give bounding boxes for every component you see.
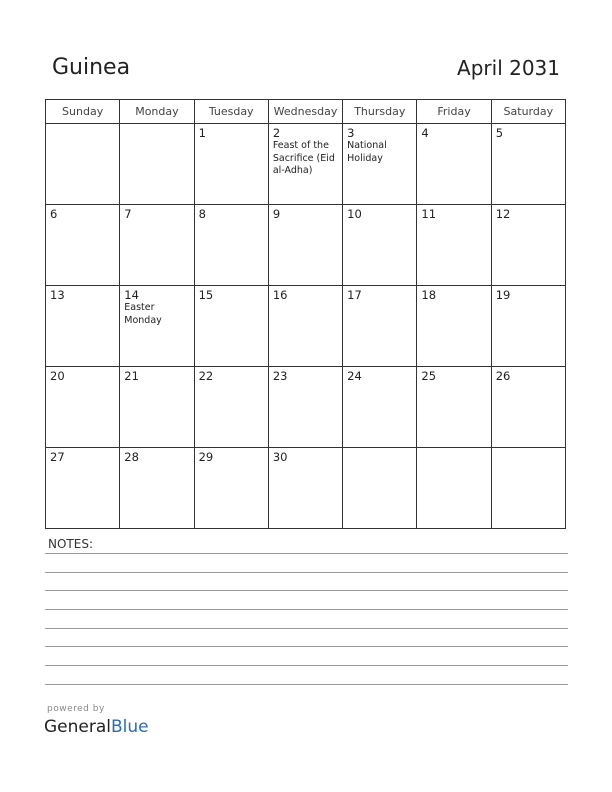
weekday-header: Tuesday (194, 100, 268, 124)
calendar-day-cell (343, 205, 417, 286)
day-number: 11 (421, 207, 437, 221)
generalblue-logo[interactable] (44, 717, 149, 737)
note-line (45, 628, 568, 629)
calendar-day-cell (120, 286, 194, 367)
note-line (45, 590, 568, 591)
day-number: 5 (495, 126, 504, 140)
day-number: 26 (495, 369, 511, 383)
weekday-header: Sunday (46, 100, 120, 124)
day-number: 25 (421, 369, 437, 383)
calendar-day-cell (268, 205, 342, 286)
calendar-day-cell (417, 367, 491, 448)
weekday-header: Thursday (343, 100, 417, 124)
note-line (45, 572, 568, 573)
calendar-day-cell (417, 286, 491, 367)
calendar-day-cell (46, 448, 120, 529)
weekday-header: Wednesday (268, 100, 342, 124)
notes-label: NOTES: (48, 537, 93, 551)
calendar-week-row (46, 448, 566, 529)
calendar-week-row (46, 286, 566, 367)
calendar-day-cell (491, 124, 565, 205)
calendar-day-cell (343, 124, 417, 205)
holiday-label: Feast of the Sacrifice (Eid al-Adha) (272, 140, 335, 176)
day-number: 12 (495, 207, 511, 221)
weekday-header: Friday (417, 100, 491, 124)
calendar-day-cell (194, 124, 268, 205)
calendar-week-row (46, 205, 566, 286)
brand-blue-text: Blue (111, 717, 149, 737)
day-number: 7 (124, 207, 132, 221)
day-number: 14 (124, 288, 139, 302)
day-number: 9 (272, 207, 281, 221)
day-number: 24 (347, 369, 362, 383)
calendar-day-cell (491, 286, 565, 367)
holiday-label: National Holiday (347, 140, 387, 164)
day-number: 4 (421, 126, 429, 140)
calendar-day-cell (194, 367, 268, 448)
calendar-day-cell (491, 367, 565, 448)
calendar-week-row (46, 367, 566, 448)
day-number: 17 (347, 288, 362, 302)
day-number: 2 (272, 126, 281, 140)
calendar-day-cell (120, 367, 194, 448)
calendar-day-cell (417, 448, 491, 529)
note-line (45, 553, 568, 554)
day-number: 29 (198, 450, 214, 464)
calendar-country-title: Guinea (52, 55, 131, 80)
weekday-header: Saturday (491, 100, 565, 124)
day-number: 15 (198, 288, 214, 302)
calendar-day-cell (343, 367, 417, 448)
day-number: 20 (50, 369, 65, 383)
calendar-day-cell (491, 448, 565, 529)
powered-by-text: powered by (47, 704, 105, 714)
day-number: 22 (198, 369, 214, 383)
calendar-day-cell (46, 205, 120, 286)
calendar-grid (45, 99, 566, 529)
day-number: 6 (50, 207, 58, 221)
day-number: 8 (198, 207, 206, 221)
note-line (45, 684, 568, 685)
calendar-day-cell (46, 286, 120, 367)
calendar-month-title: April 2031 (457, 56, 560, 80)
calendar-day-cell (194, 205, 268, 286)
day-number: 1 (198, 126, 206, 140)
calendar-day-cell (417, 205, 491, 286)
day-number: 16 (272, 288, 288, 302)
calendar-day-cell (46, 124, 120, 205)
holiday-label: Easter Monday (124, 302, 162, 326)
weekday-header: Monday (120, 100, 194, 124)
day-number: 13 (50, 288, 65, 302)
calendar-day-cell (120, 448, 194, 529)
day-number: 18 (421, 288, 437, 302)
calendar-day-cell (343, 448, 417, 529)
calendar-week-row (46, 124, 566, 205)
day-number: 19 (495, 288, 511, 302)
calendar-day-cell (417, 124, 491, 205)
weekday-header-row (46, 100, 566, 124)
calendar-day-cell (343, 286, 417, 367)
note-line (45, 609, 568, 610)
calendar-day-cell (268, 286, 342, 367)
calendar-day-cell (268, 124, 342, 205)
day-number: 23 (272, 369, 288, 383)
day-number: 3 (347, 126, 355, 140)
day-number: 21 (124, 369, 139, 383)
day-number: 10 (347, 207, 362, 221)
note-line (45, 646, 568, 647)
day-number: 28 (124, 450, 139, 464)
calendar-day-cell (46, 367, 120, 448)
calendar-day-cell (120, 205, 194, 286)
calendar-day-cell (194, 286, 268, 367)
calendar-day-cell (268, 367, 342, 448)
calendar-day-cell (194, 448, 268, 529)
calendar-day-cell (491, 205, 565, 286)
note-line (45, 665, 568, 666)
day-number: 27 (50, 450, 65, 464)
calendar-day-cell (120, 124, 194, 205)
calendar-day-cell (268, 448, 342, 529)
brand-general-text: General (44, 717, 111, 737)
day-number: 30 (272, 450, 288, 464)
